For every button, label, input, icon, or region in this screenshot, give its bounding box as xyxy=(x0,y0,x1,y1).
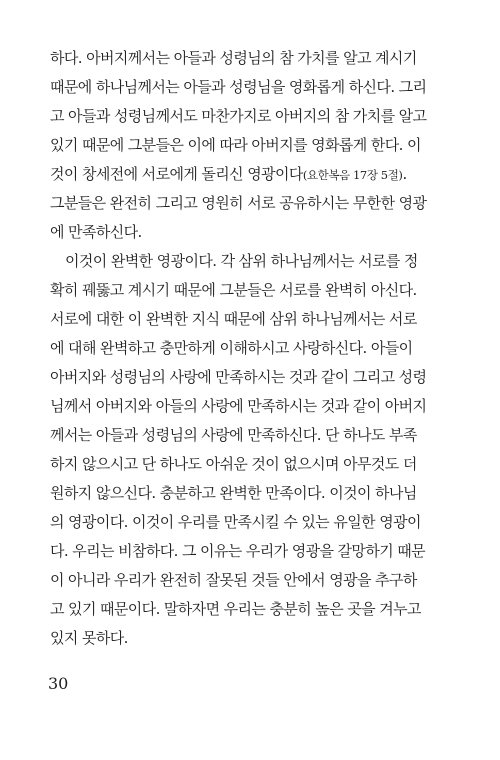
paragraph-1 xyxy=(50,44,454,247)
text-line xyxy=(50,160,454,189)
body-text xyxy=(50,44,454,653)
text-segment: 것이 창세전에 서로에게 돌리신 영광이다 xyxy=(50,165,303,183)
text-line: 에 대해 완벽하고 충만하게 이해하시고 사랑하신다. 아들이 xyxy=(50,339,413,357)
text-line: 고 있기 때문이다. 말하자면 우리는 충분히 높은 곳을 겨누고 xyxy=(50,600,421,618)
text-segment: . xyxy=(402,165,407,183)
text-line: 의 영광이다. 이것이 우리를 만족시킬 수 있는 유일한 영광이 xyxy=(50,513,421,531)
text-line: 하다. 아버지께서는 아들과 성령님의 참 가치를 알고 계시기 xyxy=(50,49,417,67)
text-line: 원하지 않으신다. 충분하고 완벽한 만족이다. 이것이 하나님 xyxy=(50,484,417,502)
text-line: 있기 때문에 그분들은 이에 따라 아버지를 영화롭게 한다. 이 xyxy=(50,136,421,154)
text-line: 그분들은 완전히 그리고 영원히 서로 공유하시는 무한한 영광 xyxy=(50,194,427,212)
text-line: 확히 꿰뚫고 계시기 때문에 그분들은 서로를 완벽히 아신다. xyxy=(50,281,417,299)
text-line: 이것이 완벽한 영광이다. 각 삼위 하나님께서는 서로를 정 xyxy=(65,252,418,270)
text-line: 에 만족하신다. xyxy=(50,223,142,241)
text-line: 님께서 아버지와 아들의 사랑에 만족하시는 것과 같이 아버지 xyxy=(50,397,427,415)
text-line: 서로에 대한 이 완벽한 지식 때문에 삼위 하나님께서는 서로 xyxy=(50,310,417,328)
scripture-reference: (요한복음 17장 5절) xyxy=(302,168,403,182)
text-line: 하지 않으시고 단 하나도 아쉬운 것이 없으시며 아무것도 더 xyxy=(50,455,417,473)
text-line: 께서는 아들과 성령님의 사랑에 만족하신다. 단 하나도 부족 xyxy=(50,426,417,444)
text-line: 있지 못하다. xyxy=(50,629,128,647)
text-line: 다. 우리는 비참하다. 그 이유는 우리가 영광을 갈망하기 때문 xyxy=(50,542,426,560)
text-line: 이 아니라 우리가 완전히 잘못된 것들 안에서 영광을 추구하 xyxy=(50,571,417,589)
text-line: 고 아들과 성령님께서도 마찬가지로 아버지의 참 가치를 알고 xyxy=(50,107,427,125)
paragraph-2 xyxy=(50,247,454,653)
text-line: 아버지와 성령님의 사랑에 만족하시는 것과 같이 그리고 성령 xyxy=(50,368,427,386)
page-number: 30 xyxy=(48,674,69,693)
text-line: 때문에 하나님께서는 아들과 성령님을 영화롭게 하신다. 그리 xyxy=(50,78,427,96)
